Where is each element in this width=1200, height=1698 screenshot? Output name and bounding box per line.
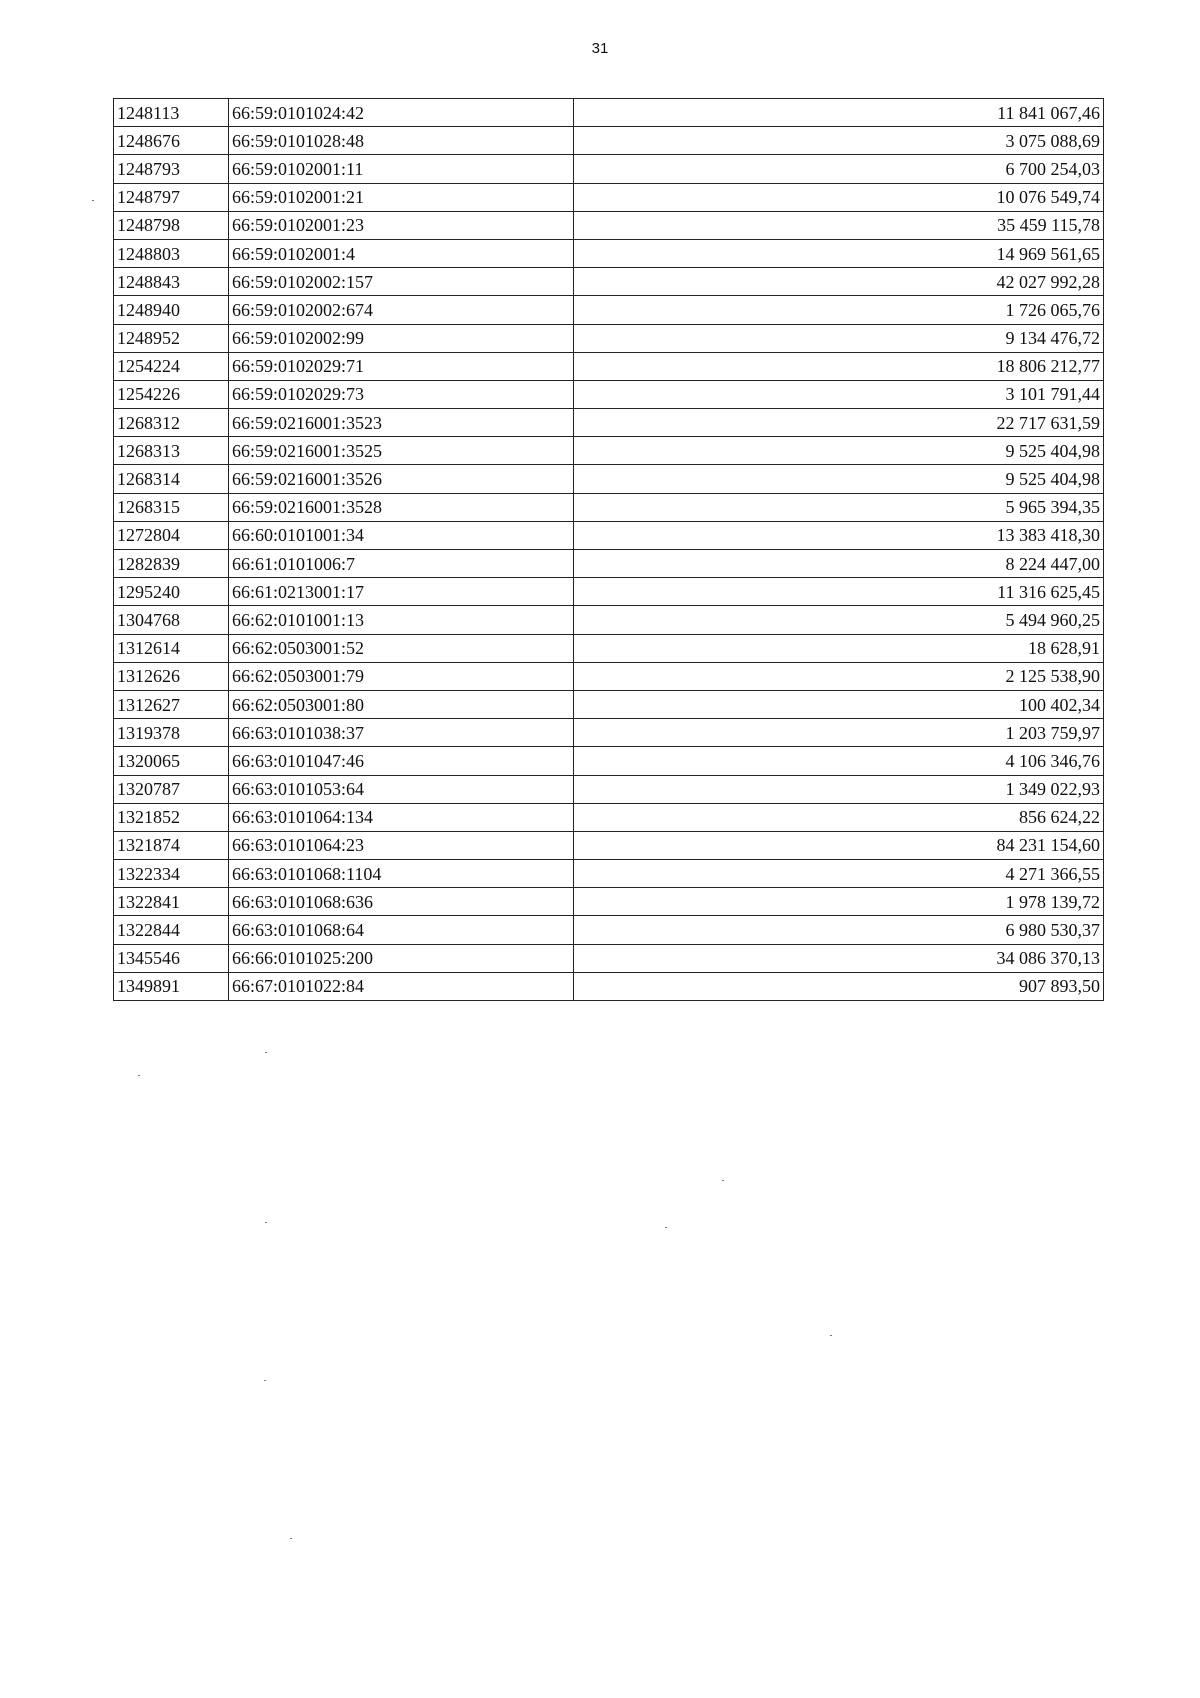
scan-speck: [665, 1227, 667, 1228]
value-cell: 3 101 791,44: [574, 380, 1104, 408]
cadastral-number-cell: 66:59:0102029:73: [229, 380, 574, 408]
value-cell: 9 525 404,98: [574, 465, 1104, 493]
record-id-cell: 1248798: [114, 211, 229, 239]
value-cell: 1 349 022,93: [574, 775, 1104, 803]
value-cell: 11 841 067,46: [574, 99, 1104, 127]
value-cell: 22 717 631,59: [574, 409, 1104, 437]
table-row: [114, 944, 1104, 972]
record-id-cell: 1322844: [114, 916, 229, 944]
cadastral-number-cell: 66:59:0102029:71: [229, 352, 574, 380]
cadastral-number-cell: 66:63:0101068:64: [229, 916, 574, 944]
scan-speck: [722, 1180, 724, 1181]
table-row: [114, 268, 1104, 296]
value-cell: 14 969 561,65: [574, 239, 1104, 267]
cadastral-number-cell: 66:59:0216001:3525: [229, 437, 574, 465]
record-id-cell: 1349891: [114, 972, 229, 1000]
record-id-cell: 1248676: [114, 127, 229, 155]
record-id-cell: 1268312: [114, 409, 229, 437]
cadastral-number-cell: 66:61:0213001:17: [229, 578, 574, 606]
table-row: [114, 409, 1104, 437]
table-row: [114, 550, 1104, 578]
table-row: [114, 972, 1104, 1000]
record-id-cell: 1345546: [114, 944, 229, 972]
value-cell: 10 076 549,74: [574, 183, 1104, 211]
record-id-cell: 1304768: [114, 606, 229, 634]
table-row: [114, 775, 1104, 803]
record-id-cell: 1248940: [114, 296, 229, 324]
value-cell: 5 965 394,35: [574, 493, 1104, 521]
table-row: [114, 183, 1104, 211]
cadastral-number-cell: 66:63:0101068:1104: [229, 860, 574, 888]
value-cell: 856 624,22: [574, 803, 1104, 831]
cadastral-number-cell: 66:59:0216001:3528: [229, 493, 574, 521]
value-cell: 13 383 418,30: [574, 521, 1104, 549]
value-cell: 18 806 212,77: [574, 352, 1104, 380]
cadastral-number-cell: 66:63:0101053:64: [229, 775, 574, 803]
table-row: [114, 634, 1104, 662]
table-row: [114, 662, 1104, 690]
cadastral-number-cell: 66:63:0101047:46: [229, 747, 574, 775]
record-id-cell: 1295240: [114, 578, 229, 606]
value-cell: 18 628,91: [574, 634, 1104, 662]
table-row: [114, 493, 1104, 521]
scan-speck: [830, 1335, 832, 1336]
table-row: [114, 239, 1104, 267]
table-row: [114, 380, 1104, 408]
value-cell: 34 086 370,13: [574, 944, 1104, 972]
scan-speck: [265, 1052, 267, 1053]
value-cell: 9 134 476,72: [574, 324, 1104, 352]
table-row: [114, 155, 1104, 183]
record-id-cell: 1321874: [114, 831, 229, 859]
table-row: [114, 719, 1104, 747]
cadastral-number-cell: 66:63:0101038:37: [229, 719, 574, 747]
cadastral-number-cell: 66:62:0503001:52: [229, 634, 574, 662]
record-id-cell: 1254224: [114, 352, 229, 380]
value-cell: 907 893,50: [574, 972, 1104, 1000]
value-cell: 1 726 065,76: [574, 296, 1104, 324]
cadastral-number-cell: 66:62:0101001:13: [229, 606, 574, 634]
cadastral-number-cell: 66:59:0216001:3526: [229, 465, 574, 493]
value-cell: 4 271 366,55: [574, 860, 1104, 888]
record-id-cell: 1320065: [114, 747, 229, 775]
record-id-cell: 1320787: [114, 775, 229, 803]
cadastral-number-cell: 66:59:0102002:674: [229, 296, 574, 324]
cadastral-number-cell: 66:59:0102001:11: [229, 155, 574, 183]
records-table-body: [114, 99, 1104, 1001]
value-cell: 6 700 254,03: [574, 155, 1104, 183]
table-row: [114, 437, 1104, 465]
record-id-cell: 1272804: [114, 521, 229, 549]
cadastral-number-cell: 66:62:0503001:79: [229, 662, 574, 690]
table-row: [114, 296, 1104, 324]
cadastral-number-cell: 66:66:0101025:200: [229, 944, 574, 972]
value-cell: 84 231 154,60: [574, 831, 1104, 859]
table-row: [114, 860, 1104, 888]
table-row: [114, 606, 1104, 634]
table-row: [114, 127, 1104, 155]
record-id-cell: 1312627: [114, 690, 229, 718]
record-id-cell: 1321852: [114, 803, 229, 831]
record-id-cell: 1248793: [114, 155, 229, 183]
cadastral-number-cell: 66:59:0101028:48: [229, 127, 574, 155]
records-table: [113, 98, 1104, 1001]
value-cell: 100 402,34: [574, 690, 1104, 718]
value-cell: 9 525 404,98: [574, 437, 1104, 465]
table-row: [114, 352, 1104, 380]
scan-speck: [265, 1222, 267, 1223]
record-id-cell: 1268315: [114, 493, 229, 521]
cadastral-number-cell: 66:59:0102001:21: [229, 183, 574, 211]
cadastral-number-cell: 66:59:0102002:157: [229, 268, 574, 296]
value-cell: 6 980 530,37: [574, 916, 1104, 944]
value-cell: 1 203 759,97: [574, 719, 1104, 747]
value-cell: 8 224 447,00: [574, 550, 1104, 578]
table-row: [114, 465, 1104, 493]
record-id-cell: 1312614: [114, 634, 229, 662]
value-cell: 2 125 538,90: [574, 662, 1104, 690]
scan-speck: [264, 1380, 266, 1381]
table-row: [114, 578, 1104, 606]
record-id-cell: 1248803: [114, 239, 229, 267]
table-row: [114, 916, 1104, 944]
value-cell: 35 459 115,78: [574, 211, 1104, 239]
record-id-cell: 1322841: [114, 888, 229, 916]
value-cell: 42 027 992,28: [574, 268, 1104, 296]
cadastral-number-cell: 66:59:0216001:3523: [229, 409, 574, 437]
value-cell: 3 075 088,69: [574, 127, 1104, 155]
cadastral-number-cell: 66:63:0101064:134: [229, 803, 574, 831]
record-id-cell: 1268314: [114, 465, 229, 493]
table-row: [114, 747, 1104, 775]
page-number: 31: [591, 40, 609, 57]
cadastral-number-cell: 66:59:0101024:42: [229, 99, 574, 127]
record-id-cell: 1312626: [114, 662, 229, 690]
cadastral-number-cell: 66:59:0102001:23: [229, 211, 574, 239]
table-row: [114, 521, 1104, 549]
record-id-cell: 1254226: [114, 380, 229, 408]
record-id-cell: 1282839: [114, 550, 229, 578]
value-cell: 11 316 625,45: [574, 578, 1104, 606]
cadastral-number-cell: 66:60:0101001:34: [229, 521, 574, 549]
scan-speck: [290, 1538, 292, 1539]
record-id-cell: 1248113: [114, 99, 229, 127]
table-row: [114, 324, 1104, 352]
table-row: [114, 99, 1104, 127]
value-cell: 1 978 139,72: [574, 888, 1104, 916]
cadastral-number-cell: 66:61:0101006:7: [229, 550, 574, 578]
cadastral-number-cell: 66:63:0101068:636: [229, 888, 574, 916]
table-row: [114, 211, 1104, 239]
scan-speck: [138, 1075, 140, 1076]
cadastral-number-cell: 66:59:0102001:4: [229, 239, 574, 267]
cadastral-number-cell: 66:59:0102002:99: [229, 324, 574, 352]
scan-speck: [92, 200, 94, 201]
value-cell: 4 106 346,76: [574, 747, 1104, 775]
table-row: [114, 690, 1104, 718]
record-id-cell: 1268313: [114, 437, 229, 465]
table-row: [114, 831, 1104, 859]
cadastral-number-cell: 66:67:0101022:84: [229, 972, 574, 1000]
table-row: [114, 803, 1104, 831]
record-id-cell: 1248843: [114, 268, 229, 296]
record-id-cell: 1322334: [114, 860, 229, 888]
record-id-cell: 1248797: [114, 183, 229, 211]
record-id-cell: 1319378: [114, 719, 229, 747]
value-cell: 5 494 960,25: [574, 606, 1104, 634]
cadastral-number-cell: 66:63:0101064:23: [229, 831, 574, 859]
cadastral-number-cell: 66:62:0503001:80: [229, 690, 574, 718]
record-id-cell: 1248952: [114, 324, 229, 352]
table-row: [114, 888, 1104, 916]
